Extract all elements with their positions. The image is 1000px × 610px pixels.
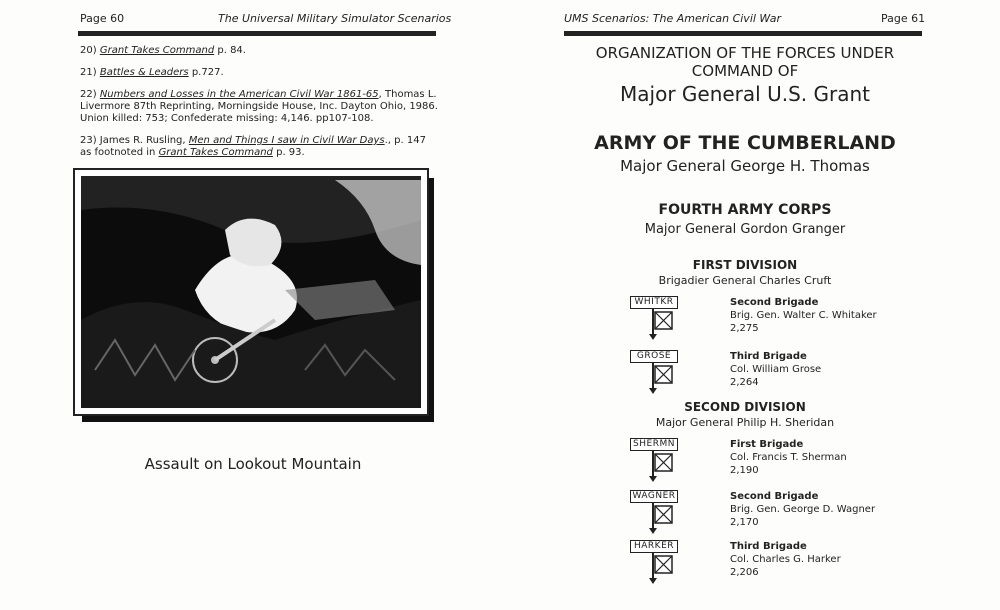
running-title-right: UMS Scenarios: The American Civil War — [564, 12, 781, 25]
division-2-title: SECOND DIVISION — [684, 400, 806, 414]
page-number-right: Page 61 — [881, 12, 926, 25]
brigade-unit — [625, 350, 925, 394]
division-2-commander: Major General Philip H. Sheridan — [655, 416, 835, 429]
illustration-caption: Assault on Lookout Mountain — [144, 455, 362, 473]
unit-info: Third Brigade Col. Charles G. Harker 2,206 — [730, 541, 841, 578]
battle-illustration — [73, 168, 429, 416]
unit-label: WAGNER — [630, 490, 678, 503]
commander-name: Major General U.S. Grant — [620, 82, 870, 106]
right-page — [500, 0, 1000, 610]
unit-label: WHITKR — [630, 296, 678, 309]
unit-label: HARKER — [630, 540, 678, 553]
org-title: ORGANIZATION OF THE FORCES UNDER COMMAND OF — [595, 44, 895, 80]
running-title-left: The Universal Military Simulator Scenarios — [218, 12, 452, 25]
brigade-unit — [625, 438, 925, 482]
division-1-title: FIRST DIVISION — [692, 258, 798, 272]
reference-list — [80, 45, 440, 169]
unit-info: Third Brigade Col. William Grose 2,264 — [730, 351, 822, 388]
unit-info: Second Brigade Brig. Gen. Walter C. Whitaker 2,275 — [730, 297, 877, 334]
unit-info: First Brigade Col. Francis T. Sherman 2,190 — [730, 439, 847, 476]
header-rule-left — [78, 31, 436, 36]
unit-label: GROSE — [630, 350, 678, 363]
corps-title: FOURTH ARMY CORPS — [658, 202, 832, 218]
reference-22: 22) Numbers and Losses in the American Civil War 1861-65, Thomas L. Livermore 87th Reprinting, Morningside House, Inc. Dayton Ohio, 1986. Union killed: 753; Confederate missing: 4,146. pp107-108. — [80, 89, 438, 124]
battle-engraving — [75, 170, 427, 414]
reference-21: 21) Battles & Leaders p.727. — [80, 67, 224, 78]
unit-label: SHERMN — [630, 438, 678, 451]
header-rule-right — [564, 31, 922, 36]
army-commander: Major General George H. Thomas — [620, 157, 870, 175]
corps-commander: Major General Gordon Granger — [644, 222, 846, 237]
unit-info: Second Brigade Brig. Gen. George D. Wagner 2,170 — [730, 491, 876, 528]
page-number-left: Page 60 — [80, 12, 125, 25]
brigade-unit — [625, 296, 925, 340]
division-1-commander: Brigadier General Charles Cruft — [658, 274, 832, 287]
reference-23: 23) James R. Rusling, Men and Things I saw in Civil War Days., p. 147 as footnoted in Grant Takes Command p. 93. — [80, 135, 426, 158]
reference-20: 20) Grant Takes Command p. 84. — [80, 45, 246, 56]
brigade-unit — [625, 540, 925, 584]
brigade-unit — [625, 490, 925, 534]
army-title: ARMY OF THE CUMBERLAND — [594, 132, 896, 154]
